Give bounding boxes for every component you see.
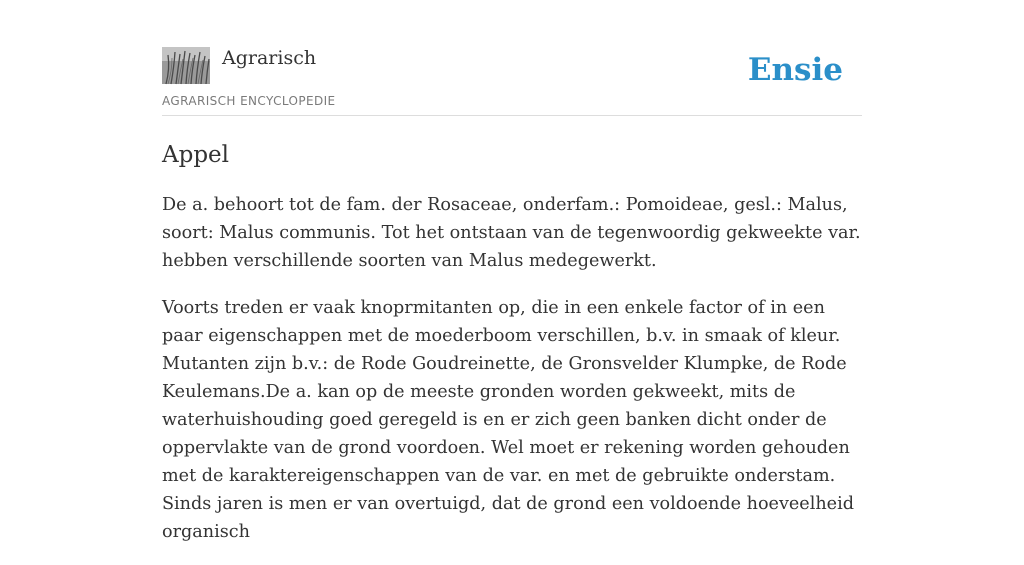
site-subtitle: AGRARISCH ENCYCLOPEDIE xyxy=(162,94,336,108)
article-paragraph: Voorts treden er vaak knoprmitanten op, die in een enkele factor of in een paar eigenschappen met de moederboom verschillen, b.v. in smaak of kleur. Mutanten zijn b.v.: de Rode Goudreinette, de Gronsvelder Klumpke, de Rode Keulemans.De a. kan op de meeste gronden worden gekweekt, mits de waterhuishouding goed geregeld is en er zich geen banken dicht onder de oppervlakte van de grond voordoen. Wel moet er rekening worden gehouden met de karaktereigenschappen van de var. en met de gebruikte onderstam. Sinds jaren is men er van overtuigd, dat de grond een voldoende hoeveelheid organisch xyxy=(162,298,854,542)
site-header xyxy=(162,0,862,116)
header-divider xyxy=(162,115,862,116)
site-name[interactable]: Agrarisch xyxy=(222,47,317,69)
wheat-field-icon[interactable] xyxy=(162,47,210,84)
brand-logo-link[interactable]: Ensie xyxy=(747,52,843,88)
article-title: Appel xyxy=(162,142,230,168)
article-paragraph: De a. behoort tot de fam. der Rosaceae, onderfam.: Pomoideae, gesl.: Malus, soort: Malus communis. Tot het ontstaan van de tegenwoordig gekweekte var. hebben verschillende soorten van Malus medegewerkt. xyxy=(162,195,861,271)
article xyxy=(162,139,862,565)
